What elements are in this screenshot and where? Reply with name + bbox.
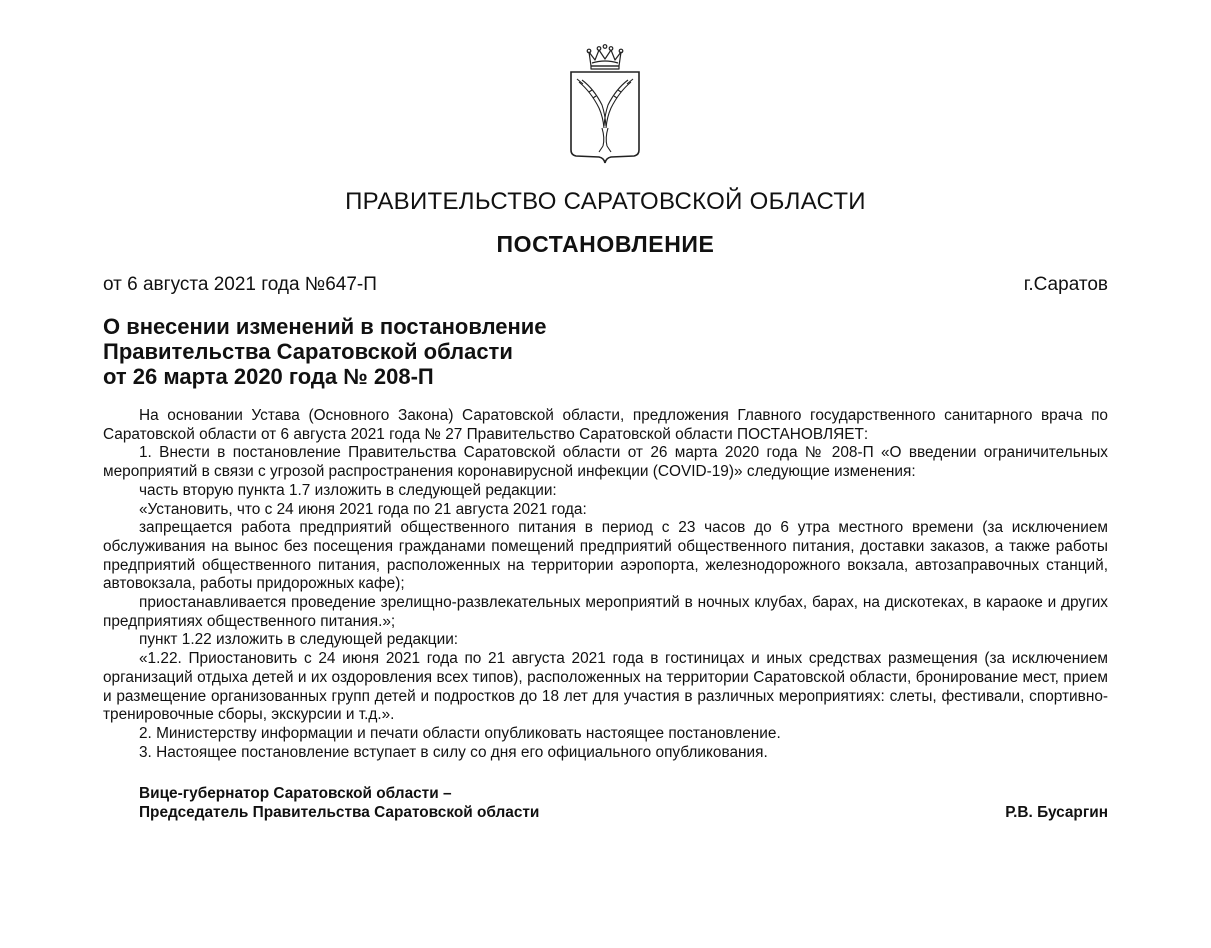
body-paragraph: часть вторую пункта 1.7 изложить в следующей редакции: — [139, 481, 557, 499]
body-paragraph: запрещается работа предприятий общественного питания в период с 23 часов до 6 утра местного времени (за исключением обслуживания на вынос без посещения гражданами помещений предприятий общественного питания, доставки заказов, а также работы предприятий общественного питания, расположенных на территории аэропорта, железнодорожного вокзала, автозаправочных станций, автовокзала, работы придорожных кафе); — [103, 519, 1108, 593]
coat-of-arms-icon — [565, 42, 645, 166]
document-city: г.Саратов — [1023, 274, 1108, 295]
title-line: Правительства Саратовской области — [103, 339, 513, 364]
body-paragraph: приостанавливается проведение зрелищно-развлекательных мероприятий в ночных клубах, барах, на дискотеках, в караоке и других предприятиях общественного питания.»; — [103, 594, 1108, 630]
signatory-position: Вице-губернатор Саратовской области – — [139, 785, 452, 802]
body-paragraph: 1. Внести в постановление Правительства Саратовской области от 26 марта 2020 года № 208-П «О введении ограничительных мероприятий в связи с угрозой распространения коронавирусной инфекции (COVID-19)» следующие изменения: — [103, 444, 1108, 481]
title-line: от 26 марта 2020 года № 208-П — [103, 364, 434, 389]
organization-name: ПРАВИТЕЛЬСТВО САРАТОВСКОЙ ОБЛАСТИ — [345, 188, 866, 215]
signature-block — [103, 784, 1108, 822]
document-body — [103, 407, 1108, 762]
body-paragraph: 3. Настоящее постановление вступает в силу со дня его официального опубликования. — [139, 743, 768, 761]
body-paragraph: пункт 1.22 изложить в следующей редакции: — [139, 631, 459, 649]
title-line: О внесении изменений в постановление — [103, 314, 547, 339]
signatory-position: Председатель Правительства Саратовской области — [139, 804, 540, 821]
body-paragraph: На основании Устава (Основного Закона) Саратовской области, предложения Главного государственного санитарного врача по Саратовской области от 6 августа 2021 года № 27 Правительство Саратовской области ПОСТАНОВЛЯЕТ: — [103, 407, 1108, 443]
body-paragraph: «1.22. Приостановить с 24 июня 2021 года по 21 августа 2021 года в гостиницах и иных средствах размещения (за исключением организаций отдыха детей и их оздоровления всех типов), расположенных на территории Саратовской области, бронирование мест, прием и размещение организованных групп детей и подростков до 18 лет для участия в различных мероприятиях: слеты, фестивали, спортивно-тренировочные сборы, экскурсии и т.д.». — [103, 650, 1108, 724]
document-type: ПОСТАНОВЛЕНИЕ — [496, 231, 715, 257]
document-date-number: от 6 августа 2021 года №647-П — [103, 274, 377, 295]
document-meta — [103, 274, 1108, 298]
body-paragraph: 2. Министерству информации и печати области опубликовать настоящее постановление. — [139, 724, 781, 742]
body-paragraph: «Установить, что с 24 июня 2021 года по 21 августа 2021 года: — [139, 500, 587, 518]
document-title — [103, 314, 803, 389]
signatory-name: Р.В. Бусаргин — [1005, 804, 1108, 821]
